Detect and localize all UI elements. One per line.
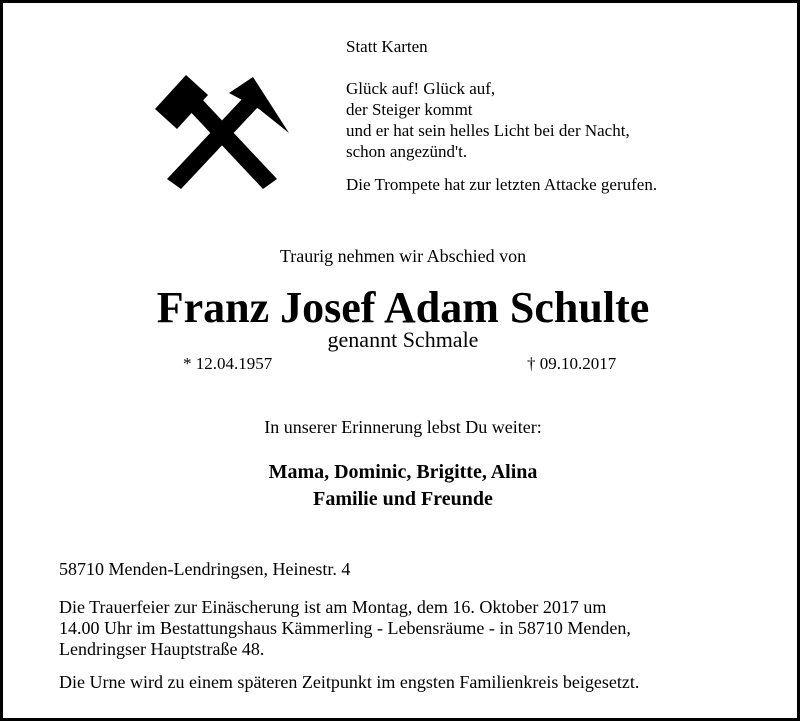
death-date: † 09.10.2017 — [527, 354, 617, 373]
mourners-line-2: Familie und Freunde — [313, 488, 493, 510]
address: 58710 Menden-Lendringsen, Heinestr. 4 — [59, 559, 351, 579]
ceremony-line-3: Lendringser Hauptstraße 48. — [59, 639, 265, 659]
mourners-line-1: Mama, Dominic, Brigitte, Alina — [268, 461, 538, 483]
poem-closing: Die Trompete hat zur letzten Attacke gerufen. — [346, 175, 658, 194]
poem-line-4: schon angezünd't. — [346, 142, 468, 161]
hammer-and-pick-icon — [151, 71, 291, 193]
burial-note: Die Urne wird zu einem späteren Zeitpunkt im engsten Familienkreis beigesetzt. — [59, 672, 640, 692]
deceased-nickname: genannt Schmale — [327, 327, 479, 352]
ceremony-line-1: Die Trauerfeier zur Einäscherung ist am Montag, dem 16. Oktober 2017 um — [59, 597, 607, 617]
ceremony-line-2: 14.00 Uhr im Bestattungshaus Kämmerling - Lebensräume - in 58710 Menden, — [59, 618, 631, 638]
deceased-name: Franz Josef Adam Schulte — [156, 283, 650, 332]
poem-line-2: der Steiger kommt — [346, 100, 473, 119]
poem-line-3: und er hat sein helles Licht bei der Nacht, — [346, 121, 630, 140]
remembrance-text: In unserer Erinnerung lebst Du weiter: — [264, 417, 542, 437]
intro-text: Traurig nehmen wir Abschied von — [279, 246, 527, 266]
poem-line-1: Glück auf! Glück auf, — [346, 79, 496, 98]
statt-karten-label: Statt Karten — [346, 37, 428, 56]
birth-date: * 12.04.1957 — [183, 354, 273, 373]
